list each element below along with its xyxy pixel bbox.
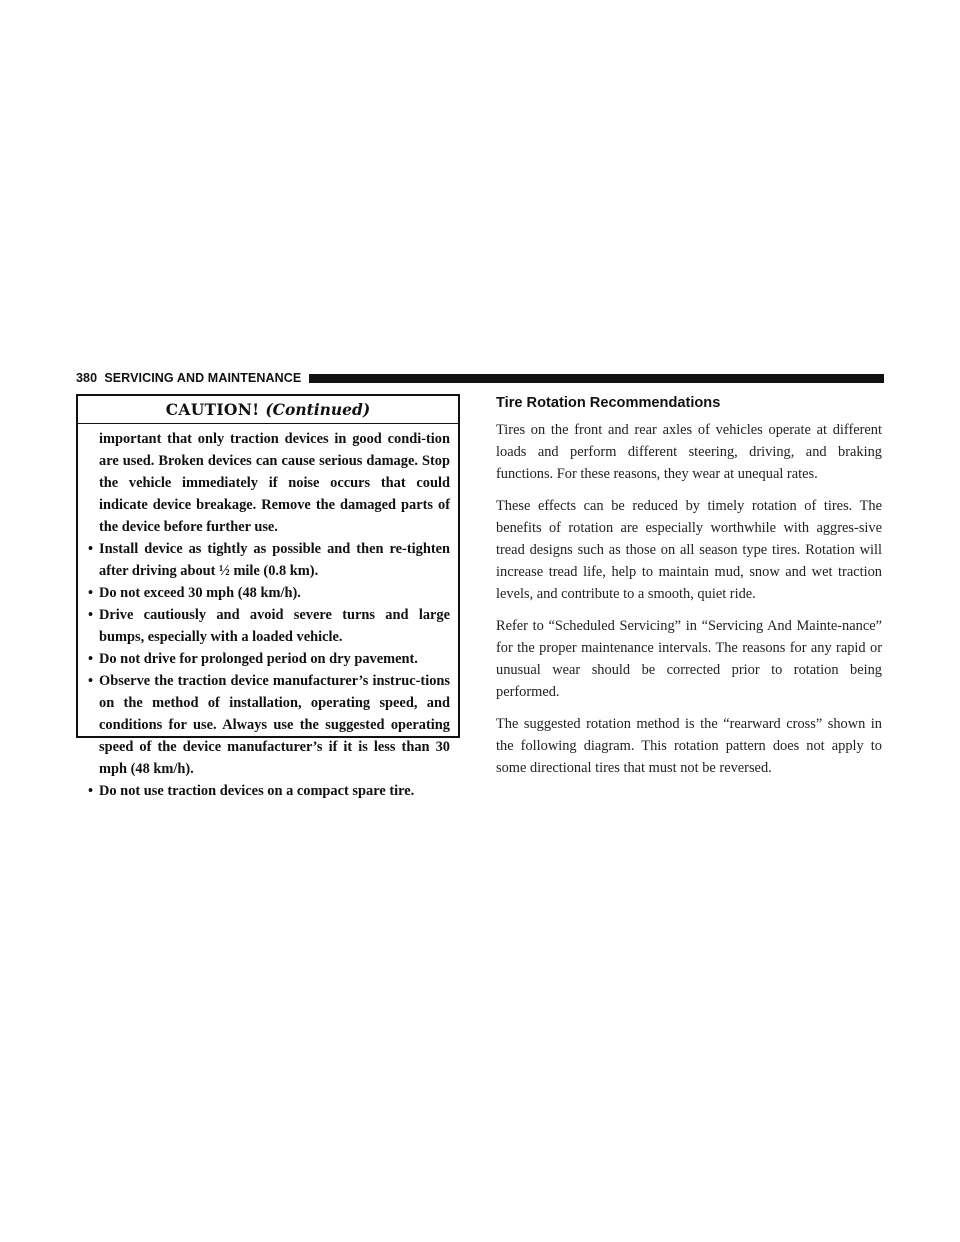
caution-item-text: Do not exceed 30 mph (48 km/h). <box>99 585 301 601</box>
caution-intro: important that only traction devices in good condi-tion are used. Broken devices can cause serious damage. Stop the vehicle immediately if noise occurs that could indicate device breakage. Remove the damaged parts of the device before further use. <box>99 431 450 535</box>
paragraph: These effects can be reduced by timely rotation of tires. The benefits of rotation are especially worthwhile with aggres-sive tread designs such as those on all season type tires. Rotation will increase tread life, help to maintain mud, snow and wet traction levels, and contribute to a smooth, quiet ride. <box>496 498 882 602</box>
caution-continued: (Continued) <box>265 400 371 419</box>
caution-item-text: Do not use traction devices on a compact spare tire. <box>99 783 415 799</box>
section-title: SERVICING AND MAINTENANCE <box>104 371 302 385</box>
page-header-text <box>76 371 301 385</box>
main-content <box>496 393 882 789</box>
page-number: 380 <box>76 371 98 385</box>
caution-item-text: Do not drive for prolonged period on dry pavement. <box>99 651 418 667</box>
paragraph: Tires on the front and rear axles of vehicles operate at different loads and perform different steering, driving, and braking functions. For these reasons, they wear at unequal rates. <box>496 422 882 482</box>
section-heading: Tire Rotation Recommendations <box>496 395 721 411</box>
caution-item <box>88 648 450 670</box>
caution-title <box>78 396 458 424</box>
caution-box <box>76 394 460 799</box>
paragraph: The suggested rotation method is the “rearward cross” shown in the following diagram. This rotation pattern does not apply to some directional tires that must not be reversed. <box>496 716 882 776</box>
bullet-icon: • <box>88 783 94 799</box>
caution-item-text: Install device as tightly as possible and then re-tighten after driving about ½ mile (0.8 km). <box>99 541 450 579</box>
bullet-icon: • <box>88 541 94 557</box>
bullet-icon: • <box>88 607 94 623</box>
caution-item-text: Drive cautiously and avoid severe turns and large bumps, especially with a loaded vehicle. <box>99 607 450 645</box>
caution-body <box>78 424 458 802</box>
caution-label: CAUTION! <box>165 400 260 419</box>
bullet-icon: • <box>88 651 94 667</box>
header-rule <box>309 374 884 383</box>
caution-item <box>88 670 450 780</box>
caution-item <box>88 604 450 648</box>
caution-list <box>88 538 450 802</box>
caution-item <box>88 538 450 582</box>
caution-item <box>88 780 450 802</box>
bullet-icon: • <box>88 585 94 601</box>
paragraph: Refer to “Scheduled Servicing” in “Servicing And Mainte-nance” for the proper maintenance intervals. The reasons for any rapid or unusual wear should be corrected prior to rotation being performed. <box>496 618 882 700</box>
page-header <box>76 370 884 386</box>
caution-item <box>88 582 450 604</box>
bullet-icon: • <box>88 673 94 689</box>
caution-item-text: Observe the traction device manufacturer’s instruc-tions on the method of installation, operating speed, and conditions for use. Always use the suggested operating speed of the device manufacturer’s if it is less than 30 mph (48 km/h). <box>99 673 450 777</box>
